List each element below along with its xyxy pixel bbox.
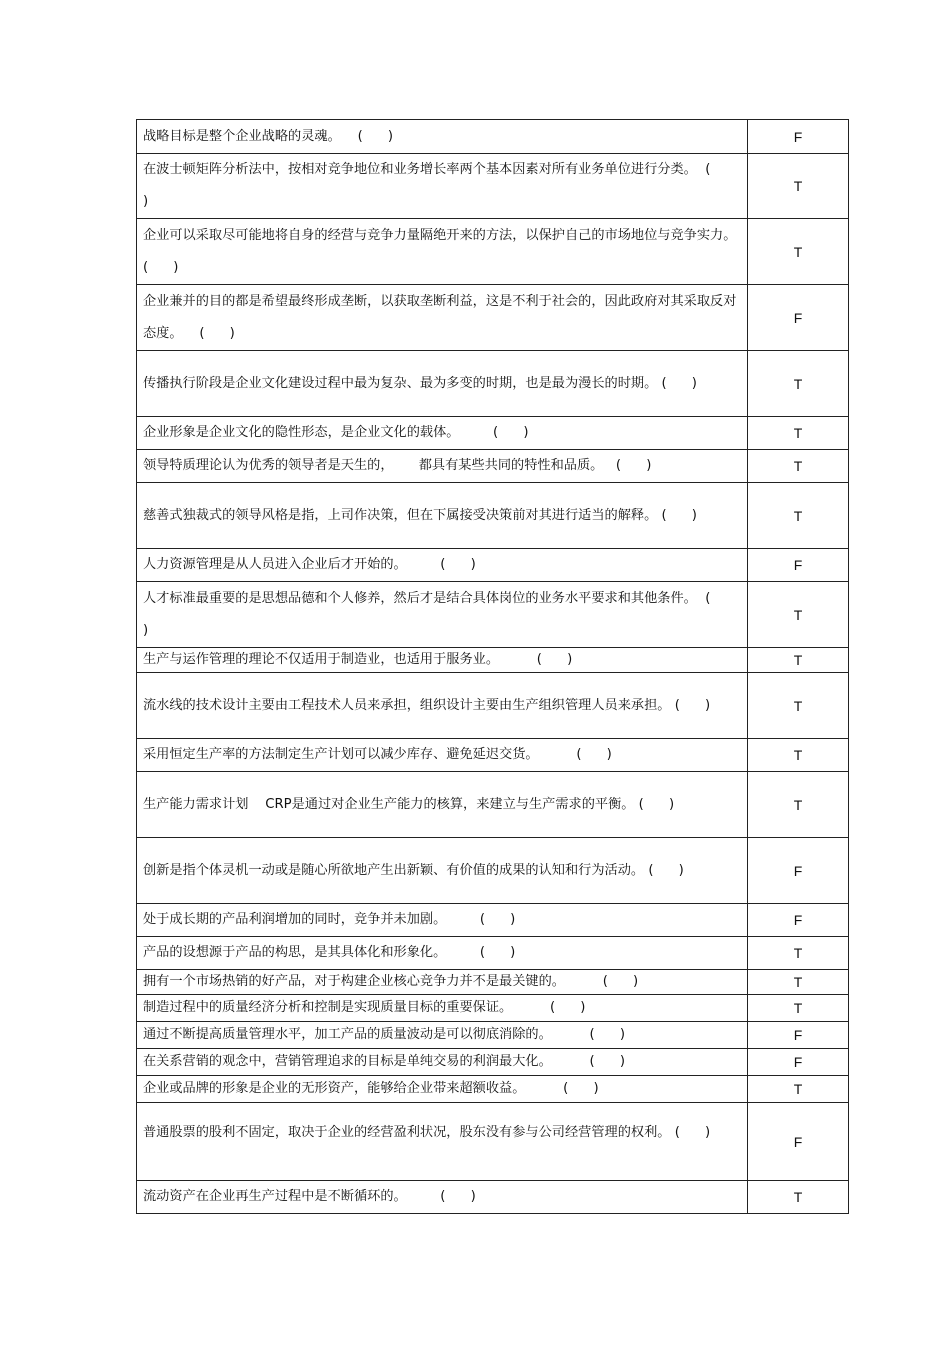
answer-cell: F	[748, 904, 849, 937]
question-text: 处于成长期的产品利润增加的同时，竞争并未加剧。 ( )	[137, 904, 748, 937]
table-row	[137, 285, 849, 351]
table-row	[137, 648, 849, 673]
answer-cell: F	[748, 285, 849, 351]
question-text: 人才标准最重要的是思想品德和个人修养，然后才是结合具体岗位的业务水平要求和其他条件。 ( )	[137, 582, 748, 648]
answer-cell: F	[748, 1049, 849, 1076]
answer-cell: T	[748, 739, 849, 772]
question-text: 制造过程中的质量经济分析和控制是实现质量目标的重要保证。 ( )	[137, 995, 748, 1022]
answer-cell: T	[748, 937, 849, 970]
table-row	[137, 970, 849, 995]
answer-cell: F	[748, 838, 849, 904]
table-row	[137, 549, 849, 582]
answer-cell: T	[748, 417, 849, 450]
answer-cell: T	[748, 970, 849, 995]
question-text: 企业可以采取尽可能地将自身的经营与竞争力量隔绝开来的方法，以保护自己的市场地位与竞争实力。 ( )	[137, 219, 748, 285]
answer-cell: T	[748, 483, 849, 549]
answer-cell: F	[748, 120, 849, 154]
table-row	[137, 154, 849, 219]
answer-cell: T	[748, 351, 849, 417]
answer-cell: T	[748, 772, 849, 838]
question-text: 生产能力需求计划 CRP是通过对企业生产能力的核算，来建立与生产需求的平衡。 ( )	[137, 772, 748, 838]
table-row	[137, 1181, 849, 1214]
question-text: 产品的设想源于产品的构思，是其具体化和形象化。 ( )	[137, 937, 748, 970]
question-text: 传播执行阶段是企业文化建设过程中最为复杂、最为多变的时期，也是最为漫长的时期。 ( )	[137, 351, 748, 417]
question-text: 企业兼并的目的都是希望最终形成垄断，以获取垄断利益，这是不利于社会的，因此政府对其采取反对态度。 ( )	[137, 285, 748, 351]
question-text: 在波士顿矩阵分析法中，按相对竞争地位和业务增长率两个基本因素对所有业务单位进行分类。 ( )	[137, 154, 748, 219]
table-row	[137, 219, 849, 285]
table-row	[137, 1022, 849, 1049]
question-text: 在关系营销的观念中，营销管理追求的目标是单纯交易的利润最大化。 ( )	[137, 1049, 748, 1076]
answer-cell: T	[748, 1181, 849, 1214]
answer-cell: T	[748, 648, 849, 673]
question-text: 流水线的技术设计主要由工程技术人员来承担，组织设计主要由生产组织管理人员来承担。 ( )	[137, 673, 748, 739]
table-row	[137, 937, 849, 970]
answer-cell: T	[748, 582, 849, 648]
answer-cell: T	[748, 219, 849, 285]
true-false-table	[136, 119, 849, 1214]
question-text: 生产与运作管理的理论不仅适用于制造业，也适用于服务业。 ( )	[137, 648, 748, 673]
table-row	[137, 772, 849, 838]
table-row	[137, 673, 849, 739]
question-text: 企业形象是企业文化的隐性形态，是企业文化的载体。 ( )	[137, 417, 748, 450]
question-text: 人力资源管理是从人员进入企业后才开始的。 ( )	[137, 549, 748, 582]
table-row	[137, 351, 849, 417]
question-text: 创新是指个体灵机一动或是随心所欲地产生出新颖、有价值的成果的认知和行为活动。 ( )	[137, 838, 748, 904]
table-row	[137, 483, 849, 549]
table-row	[137, 582, 849, 648]
question-text: 通过不断提高质量管理水平，加工产品的质量波动是可以彻底消除的。 ( )	[137, 1022, 748, 1049]
answer-cell: T	[748, 1076, 849, 1103]
answer-cell: F	[748, 549, 849, 582]
question-text: 拥有一个市场热销的好产品，对于构建企业核心竞争力并不是最关键的。 ( )	[137, 970, 748, 995]
table-row	[137, 120, 849, 154]
table-row	[137, 1049, 849, 1076]
question-text: 企业或品牌的形象是企业的无形资产，能够给企业带来超额收益。 ( )	[137, 1076, 748, 1103]
table-row	[137, 739, 849, 772]
question-text: 慈善式独裁式的领导风格是指，上司作决策，但在下属接受决策前对其进行适当的解释。 ( )	[137, 483, 748, 549]
question-text: 战略目标是整个企业战略的灵魂。 ( )	[137, 120, 748, 154]
table-row	[137, 1076, 849, 1103]
answer-cell: F	[748, 1022, 849, 1049]
table-row	[137, 450, 849, 483]
table-row	[137, 904, 849, 937]
answer-cell: T	[748, 673, 849, 739]
question-text: 普通股票的股利不固定，取决于企业的经营盈利状况，股东没有参与公司经营管理的权利。 ( )	[137, 1103, 748, 1181]
answer-cell: F	[748, 1103, 849, 1181]
answer-cell: T	[748, 995, 849, 1022]
answer-cell: T	[748, 154, 849, 219]
table-row	[137, 417, 849, 450]
question-text: 流动资产在企业再生产过程中是不断循环的。 ( )	[137, 1181, 748, 1214]
table-row	[137, 1103, 849, 1181]
table-row	[137, 838, 849, 904]
table-row	[137, 995, 849, 1022]
question-text: 采用恒定生产率的方法制定生产计划可以减少库存、避免延迟交货。 ( )	[137, 739, 748, 772]
question-text: 领导特质理论认为优秀的领导者是天生的， 都具有某些共同的特性和品质。 ( )	[137, 450, 748, 483]
answer-cell: T	[748, 450, 849, 483]
